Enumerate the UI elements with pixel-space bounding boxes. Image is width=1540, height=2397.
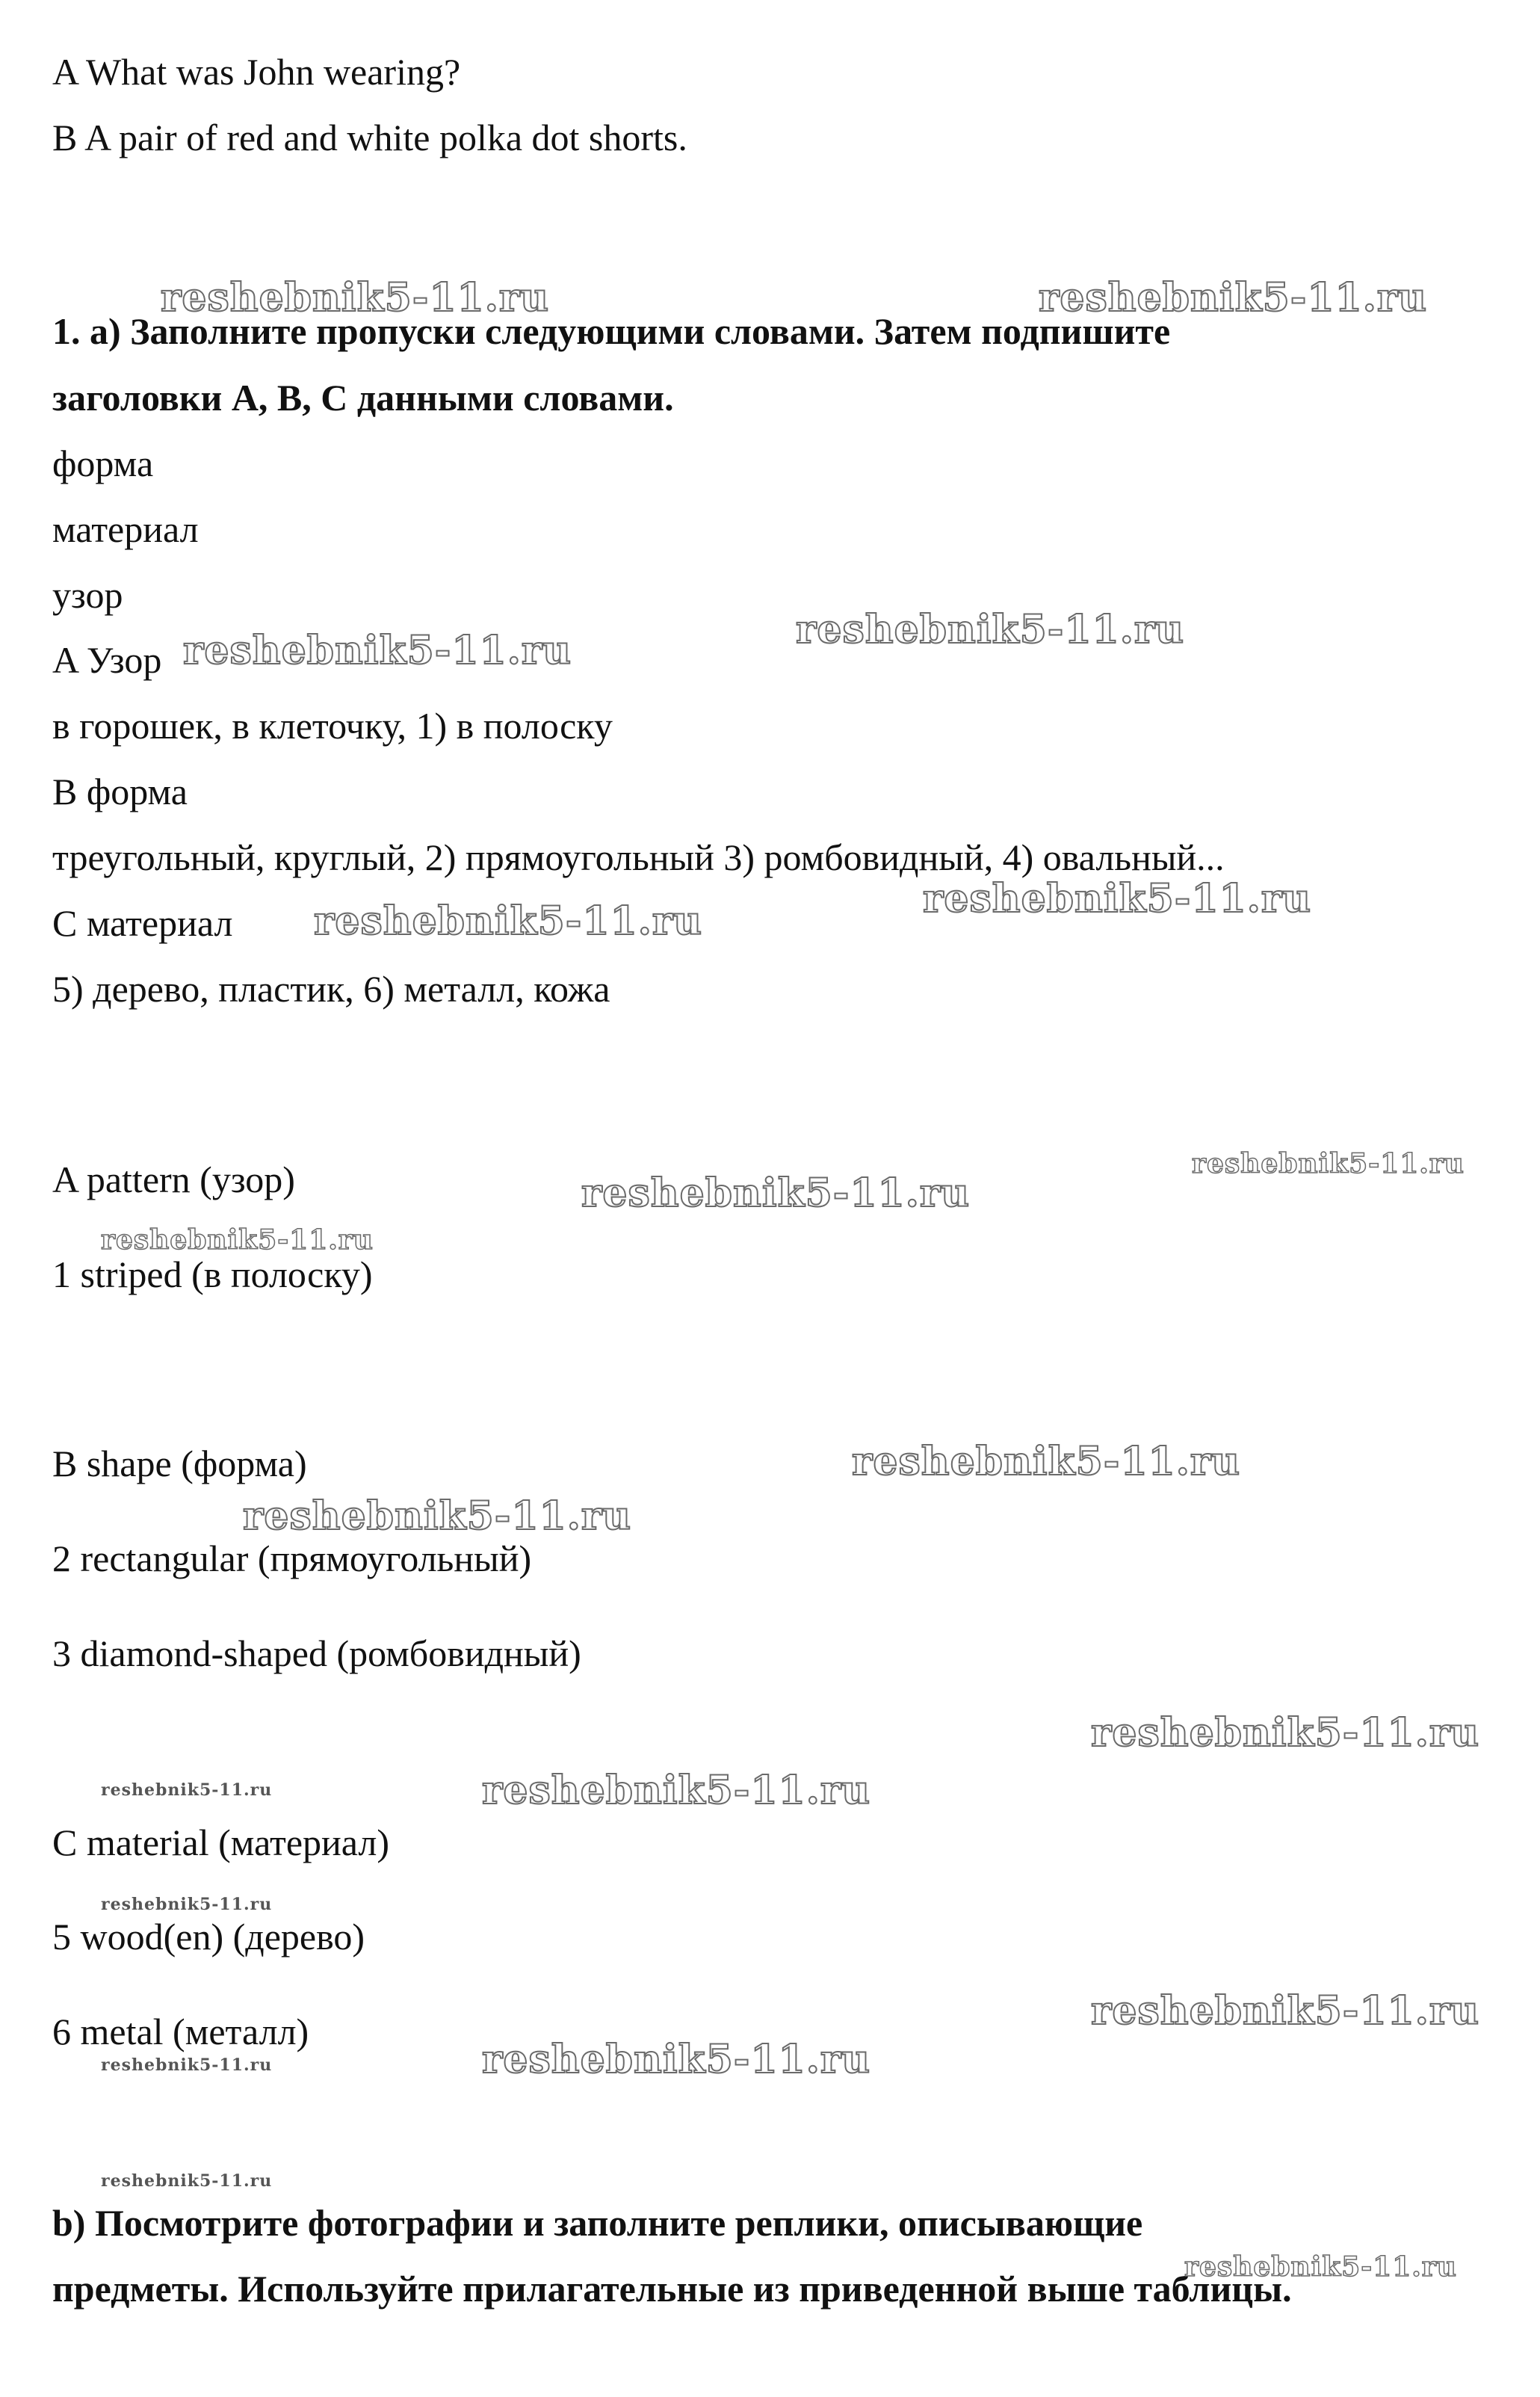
watermark: reshebnik5-11.ru xyxy=(101,1895,273,1914)
watermark: reshebnik5-11.ru xyxy=(101,2055,273,2075)
watermark: reshebnik5-11.ru xyxy=(101,1780,273,1800)
word-form: форма xyxy=(52,442,154,484)
group-b-title: B форма xyxy=(52,771,188,812)
watermark: reshebnik5-11.ru xyxy=(1091,1988,1480,2034)
watermark: reshebnik5-11.ru xyxy=(482,1768,871,1813)
watermark: reshebnik5-11.ru xyxy=(1192,1148,1465,1179)
answer-a-title: A pattern (узор) xyxy=(52,1159,295,1200)
answer-a1: 1 striped (в полоску) xyxy=(52,1253,373,1295)
watermark: reshebnik5-11.ru xyxy=(1184,2251,1457,2283)
group-a-title: A Узор xyxy=(52,639,162,681)
group-c-items: 5) дерево, пластик, 6) металл, кожа xyxy=(52,968,610,1010)
word-pattern: узор xyxy=(52,574,123,616)
answer-b2: 2 rectangular (прямоугольный) xyxy=(52,1537,532,1579)
answer-c6: 6 metal (металл) xyxy=(52,2011,309,2052)
group-b-items: треугольный, круглый, 2) прямоугольный 3) ромбовидный, 4) овальный... xyxy=(52,836,1225,878)
task-b-heading-line2: предметы. Используйте прилагательные из приведенной выше таблицы. xyxy=(52,2268,1292,2310)
group-c-title: C материал xyxy=(52,902,233,944)
watermark: reshebnik5-11.ru xyxy=(1091,1710,1480,1756)
watermark: reshebnik5-11.ru xyxy=(183,628,572,673)
answer-c5: 5 wood(en) (дерево) xyxy=(52,1916,365,1958)
watermark: reshebnik5-11.ru xyxy=(161,275,550,321)
watermark: reshebnik5-11.ru xyxy=(1039,275,1428,321)
word-material: материал xyxy=(52,508,199,550)
watermark: reshebnik5-11.ru xyxy=(581,1170,971,1216)
watermark: reshebnik5-11.ru xyxy=(243,1493,632,1539)
answer-b-title: B shape (форма) xyxy=(52,1443,307,1484)
watermark: reshebnik5-11.ru xyxy=(101,2171,273,2191)
answer-b3: 3 diamond-shaped (ромбовидный) xyxy=(52,1632,581,1674)
watermark: reshebnik5-11.ru xyxy=(101,1224,374,1256)
watermark: reshebnik5-11.ru xyxy=(923,876,1312,922)
dialogue-line-b: B A pair of red and white polka dot shorts. xyxy=(52,117,687,158)
watermark: reshebnik5-11.ru xyxy=(852,1439,1241,1484)
task-a-heading-line2: заголовки A, B, C данными словами. xyxy=(52,377,674,419)
watermark: reshebnik5-11.ru xyxy=(482,2037,871,2082)
answer-c-title: C material (материал) xyxy=(52,1821,390,1863)
task-b-heading-line1: b) Посмотрите фотографии и заполните реплики, описывающие xyxy=(52,2202,1143,2244)
group-a-items: в горошек, в клеточку, 1) в полоску xyxy=(52,705,613,747)
watermark: reshebnik5-11.ru xyxy=(314,898,703,944)
task-a-heading-line1: 1. a) Заполните пропуски следующими словами. Затем подпишите xyxy=(52,310,1171,352)
dialogue-line-a: A What was John wearing? xyxy=(52,51,461,93)
watermark: reshebnik5-11.ru xyxy=(796,607,1185,653)
